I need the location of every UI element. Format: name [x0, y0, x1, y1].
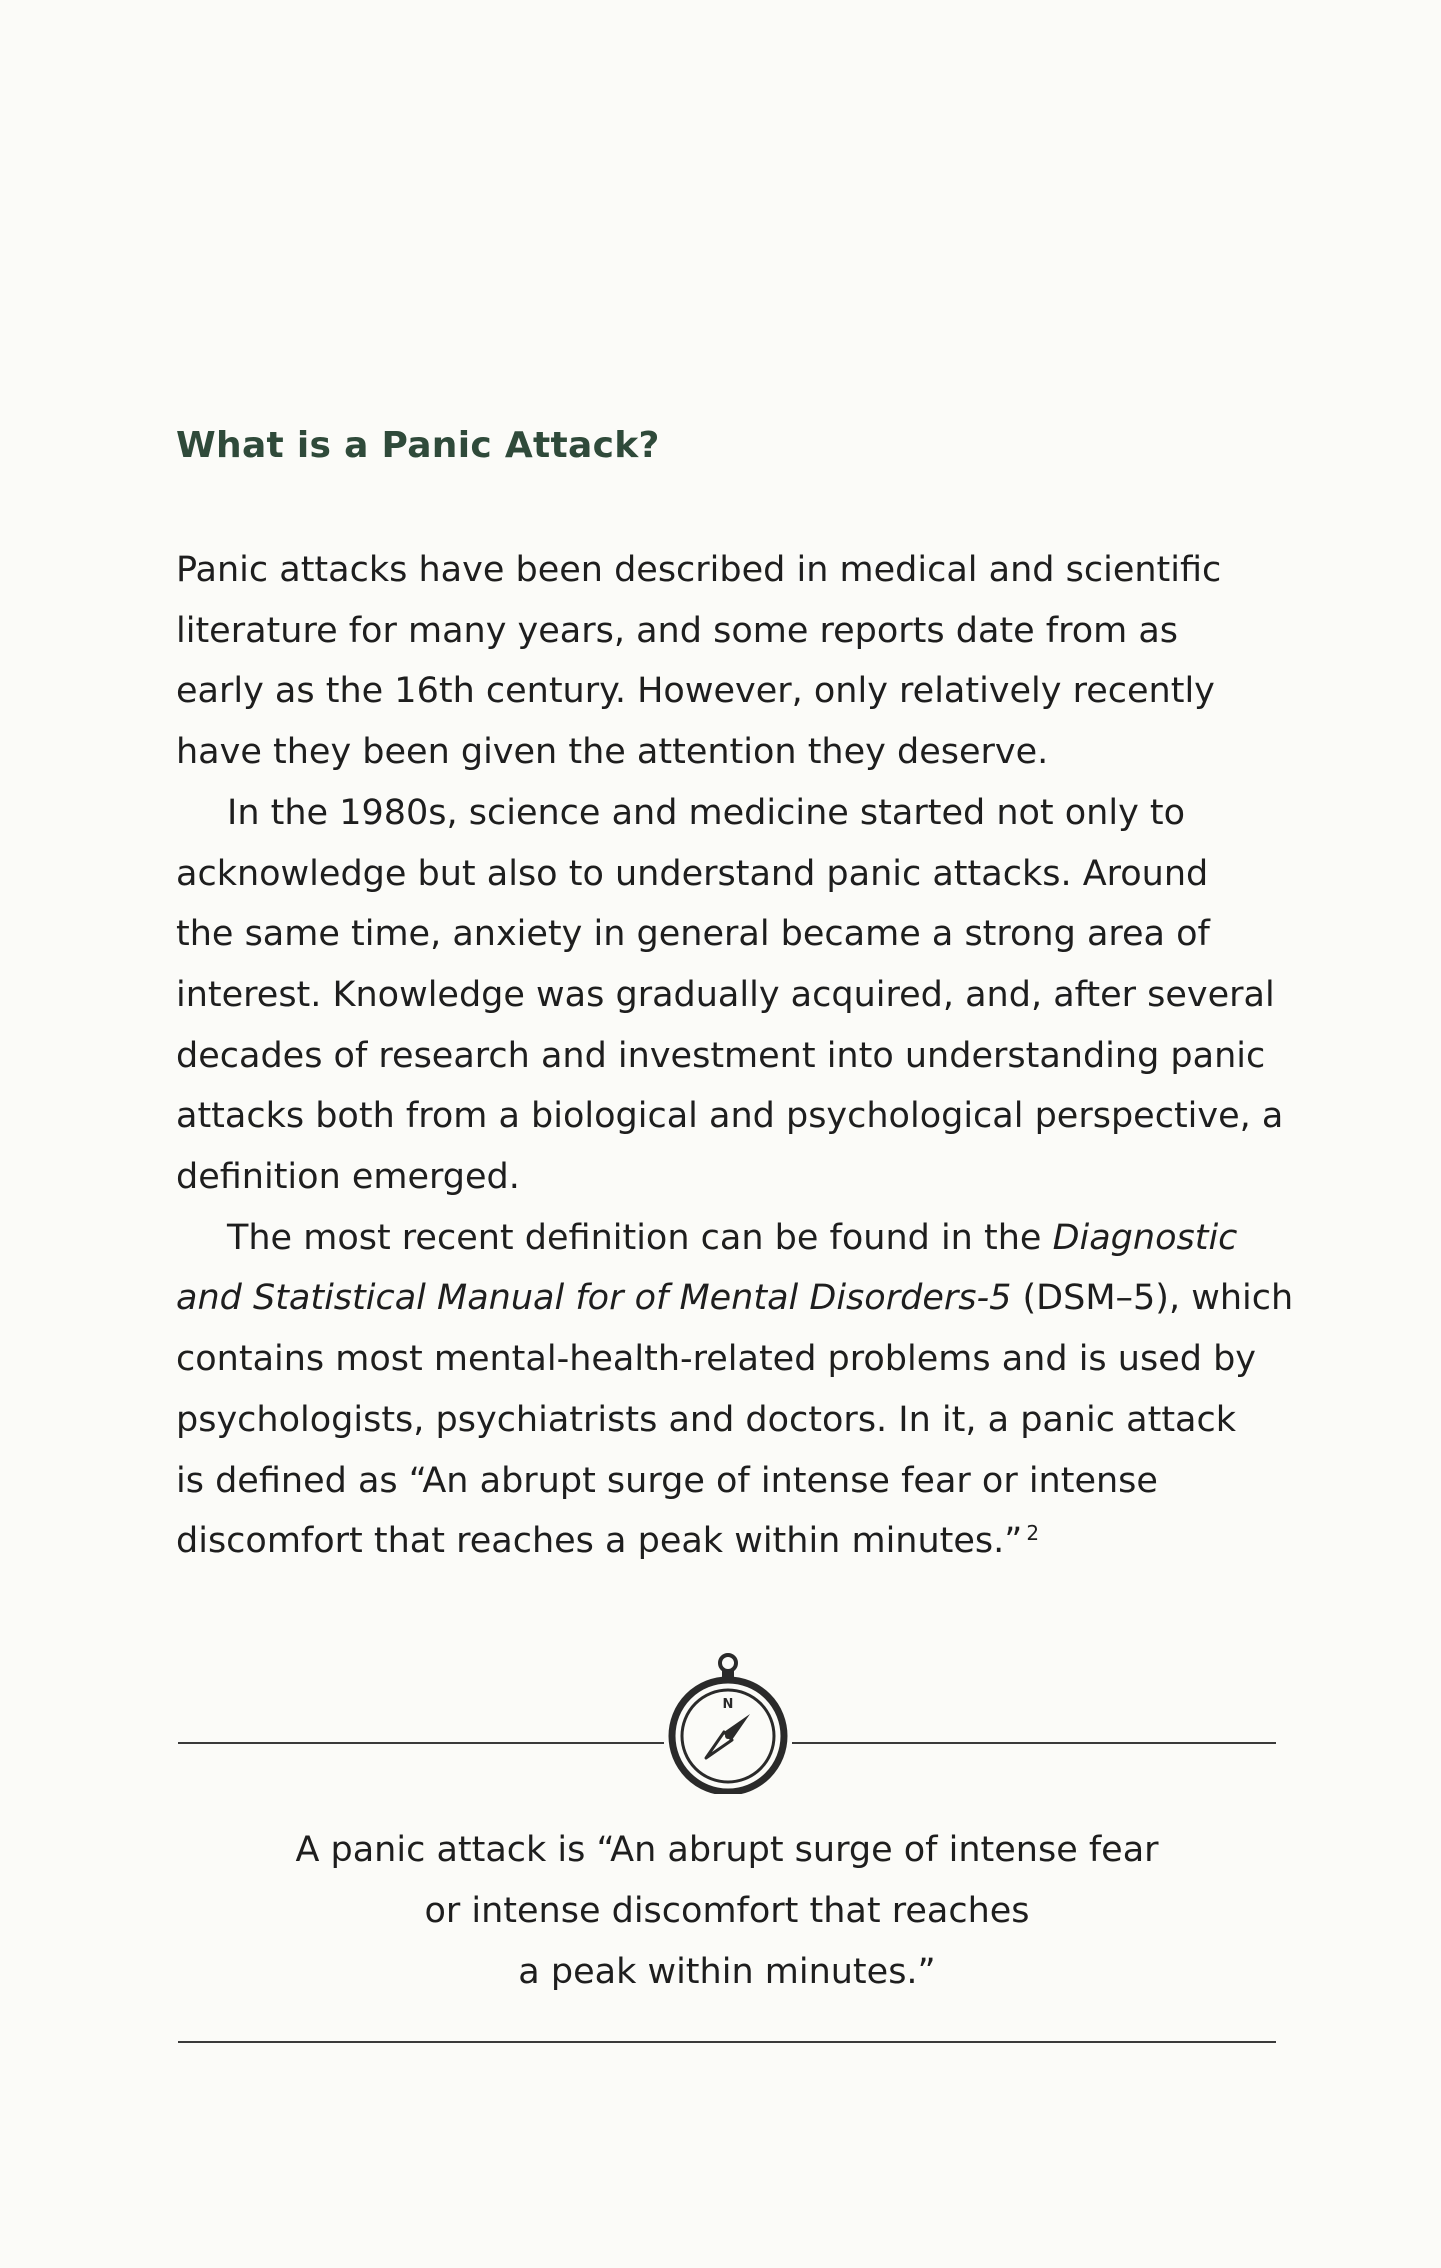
text-line: In the 1980s, science and medicine started not only to: [227, 792, 1186, 833]
text-line: contains most mental-health-related problems and is used by: [176, 1339, 1257, 1380]
text-line: have they been given the attention they deserve.: [176, 732, 1049, 773]
book-title-part-2: and Statistical Manual for of Mental Disorders-5: [176, 1278, 1012, 1319]
text-line: psychologists, psychiatrists and doctors. In it, a panic attack: [176, 1399, 1236, 1440]
paragraph-3: [176, 1208, 1294, 1572]
text-line: the same time, anxiety in general became a strong area of: [176, 914, 1210, 955]
text-run: (DSM–5), which: [1011, 1278, 1294, 1319]
section-heading: What is a Panic Attack?: [176, 425, 660, 466]
pull-quote-line: a peak within minutes.”: [518, 1952, 936, 1992]
text-line: literature for many years, and some reports date from as: [176, 610, 1179, 651]
text-line: Panic attacks have been described in medical and scientific: [176, 550, 1222, 590]
book-title-part-1: Diagnostic: [1052, 1217, 1238, 1258]
text-line: [176, 1208, 1266, 1269]
pull-quote-line: A panic attack is “An abrupt surge of intense fear: [295, 1830, 1159, 1870]
compass-north-label: N: [722, 1697, 734, 1712]
text-line: decades of research and investment into understanding panic: [176, 1035, 1266, 1076]
text-line: [176, 1511, 1266, 1572]
text-line: [176, 1268, 1294, 1329]
text-line: acknowledge but also to understand panic attacks. Around: [176, 853, 1209, 894]
paragraph-2: [176, 783, 1284, 1208]
text-line: attacks both from a biological and psychological perspective, a: [176, 1096, 1284, 1137]
compass-icon: [664, 1652, 792, 1794]
pull-quote-line: or intense discomfort that reaches: [424, 1891, 1030, 1931]
body-text: [176, 540, 1294, 1572]
text-line: interest. Knowledge was gradually acquired, and, after several: [176, 974, 1275, 1015]
pull-quote: [178, 1820, 1276, 2003]
bottom-divider: [178, 2041, 1276, 2043]
text-line: is defined as “An abrupt surge of intense fear or intense: [176, 1460, 1158, 1501]
text-line: definition emerged.: [176, 1157, 520, 1198]
footnote-marker: 2: [1026, 1520, 1040, 1545]
text-line: early as the 16th century. However, only relatively recently: [176, 671, 1215, 712]
paragraph-1: [176, 540, 1266, 783]
text-run: The most recent definition can be found in the: [227, 1217, 1053, 1258]
text-run: discomfort that reaches a peak within minutes.”: [176, 1521, 1023, 1562]
